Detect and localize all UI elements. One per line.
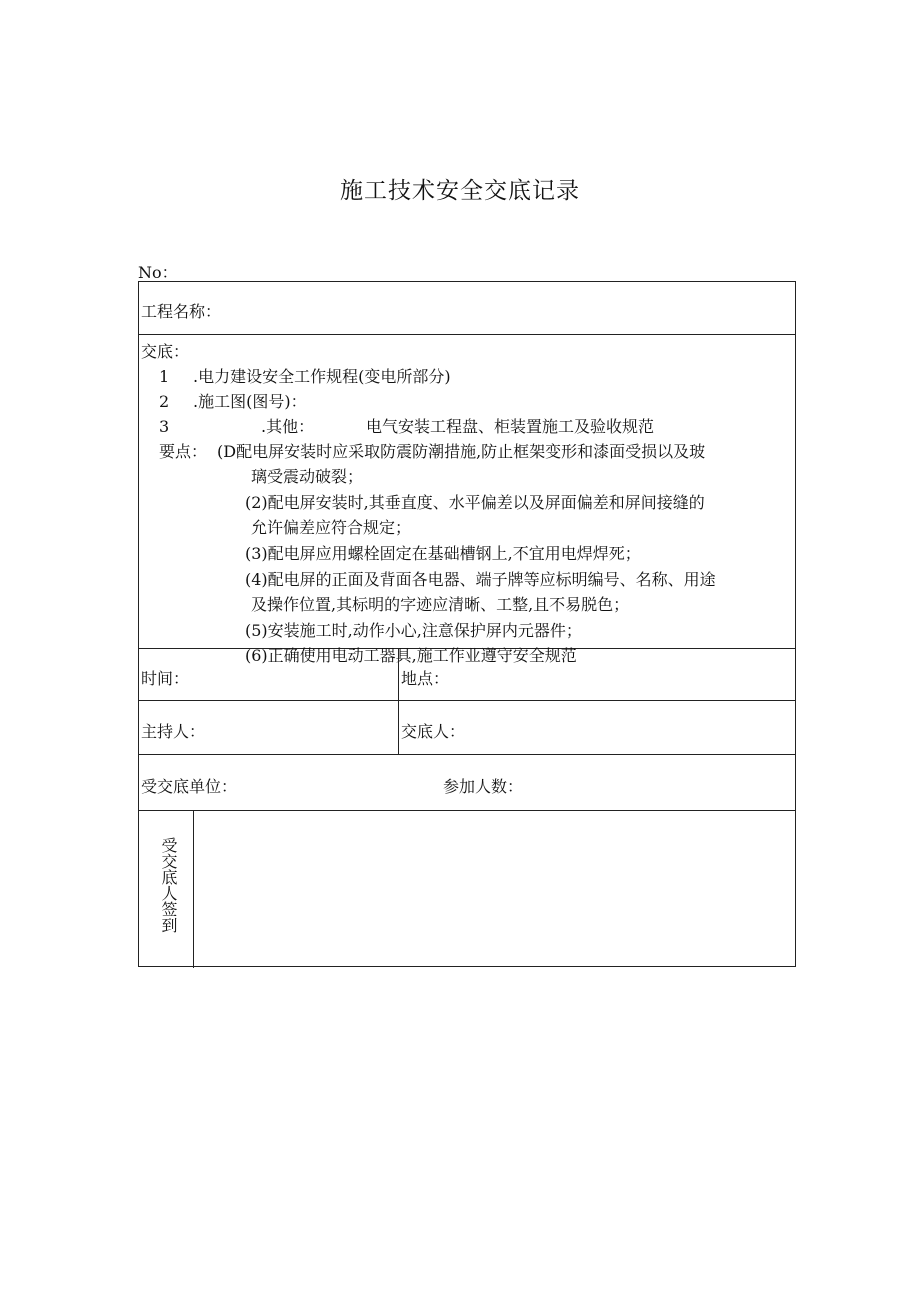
host-label: 主持人： xyxy=(141,722,206,741)
receiving-unit-label: 受交底单位： xyxy=(141,777,238,796)
item-1-number: 1 xyxy=(159,367,170,386)
host-discloser-row xyxy=(139,701,795,755)
time-label: 时间： xyxy=(141,669,190,688)
participants-label: 参加人数： xyxy=(443,777,524,796)
unit-participants-row xyxy=(139,755,795,811)
page-title: 施工技术安全交底记录 xyxy=(340,178,580,204)
column-divider xyxy=(398,701,399,754)
key-point-line: 及操作位置,其标明的字迹应清晰、工整,且不易脱色； xyxy=(251,595,630,614)
disclosure-form xyxy=(138,281,796,967)
key-point-line: (2)配电屏安装时,其垂直度、水平偏差以及屏面偏差和屏间接缝的 xyxy=(245,493,705,512)
key-point-line: (D配电屏安装时应采取防震防潮措施,防止框架变形和漆面受损以及玻 xyxy=(217,442,706,461)
item-3-number: 3 xyxy=(159,417,170,436)
signature-area[interactable] xyxy=(194,811,795,968)
record-number-label: No： xyxy=(138,263,178,282)
time-place-row xyxy=(139,649,795,701)
project-name-row[interactable] xyxy=(139,282,795,335)
item-2-number: 2 xyxy=(159,392,170,411)
key-point-line: 璃受震动破裂； xyxy=(251,467,364,486)
disclosure-content-row[interactable] xyxy=(139,335,795,665)
key-points-label: 要点： xyxy=(159,442,208,461)
place-label: 地点： xyxy=(401,669,450,688)
item-3-standard: 电气安装工程盘、柜装置施工及验收规范 xyxy=(366,417,655,436)
discloser-label: 交底人： xyxy=(401,722,466,741)
signature-row xyxy=(139,811,795,968)
column-divider xyxy=(398,649,399,700)
item-3-text: .其他： xyxy=(261,417,315,436)
signature-label: 受交底人签到 xyxy=(159,837,178,933)
key-point-line: (6)正确使用电动工器具,施工作业遵守安全规范 xyxy=(245,646,577,665)
item-2-text: .施工图(图号)： xyxy=(193,392,307,411)
key-point-line: (3)配电屏应用螺栓固定在基础槽钢上,不宜用电焊焊死； xyxy=(245,544,641,563)
key-point-line: (4)配电屏的正面及背面各电器、端子牌等应标明编号、名称、用途 xyxy=(245,570,716,589)
key-point-line: (5)安装施工时,动作小心,注意保护屏内元器件； xyxy=(245,621,582,640)
disclosure-label: 交底： xyxy=(141,342,190,361)
key-point-line: 允许偏差应符合规定； xyxy=(251,518,412,537)
item-1-text: .电力建设安全工作规程(变电所部分) xyxy=(193,367,451,386)
project-name-label: 工程名称： xyxy=(141,302,222,321)
